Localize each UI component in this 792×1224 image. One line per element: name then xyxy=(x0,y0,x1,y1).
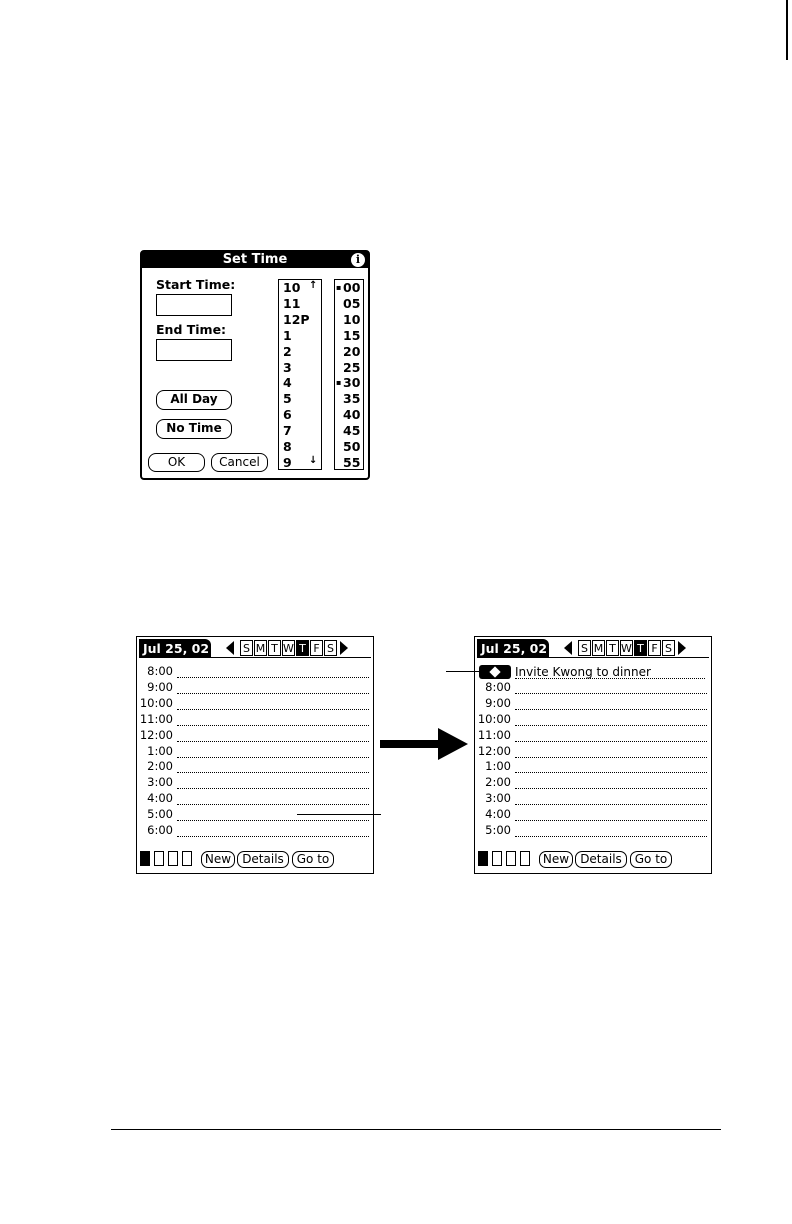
time-slot-line[interactable] xyxy=(177,757,369,758)
minute-option[interactable]: 55 xyxy=(343,454,361,470)
minute-option[interactable]: 30 xyxy=(343,375,361,391)
time-label[interactable]: 6:00 xyxy=(147,823,173,837)
time-label[interactable]: 11:00 xyxy=(477,727,511,742)
time-label[interactable]: 12:00 xyxy=(139,727,173,742)
time-slot-line[interactable] xyxy=(515,693,707,694)
callout-line-timeslot xyxy=(297,814,381,815)
hour-option[interactable]: 3 xyxy=(283,359,292,375)
time-slot-line[interactable] xyxy=(515,788,707,789)
set-time-dialog xyxy=(140,250,370,480)
time-slot-line[interactable] xyxy=(177,741,369,742)
new-button[interactable]: New xyxy=(201,851,235,868)
day-selector-3[interactable]: W xyxy=(621,642,632,655)
month-view-icon[interactable] xyxy=(168,851,178,866)
time-slot-line[interactable] xyxy=(177,709,369,710)
day-view-icon[interactable] xyxy=(478,851,488,866)
previous-week-arrow-icon[interactable] xyxy=(226,641,234,655)
day-selector-4[interactable]: T xyxy=(634,640,647,656)
new-button[interactable]: New xyxy=(539,851,573,868)
day-selector-6[interactable]: S xyxy=(662,640,675,656)
day-view-icon[interactable] xyxy=(140,851,150,866)
hour-option[interactable]: 5 xyxy=(283,391,292,407)
day-selector-1[interactable]: M xyxy=(593,642,604,655)
day-view-screen-after xyxy=(474,636,712,874)
time-slot-line[interactable] xyxy=(515,678,705,679)
event-text[interactable]: Invite Kwong to dinner xyxy=(515,665,651,679)
start-time-field[interactable] xyxy=(156,294,232,316)
time-slot-line[interactable] xyxy=(515,757,707,758)
ok-button[interactable]: OK xyxy=(148,453,205,472)
time-label[interactable]: 3:00 xyxy=(485,791,511,806)
view-selector xyxy=(140,851,200,867)
hour-option[interactable]: 1 xyxy=(283,327,292,343)
end-time-label: End Time: xyxy=(156,322,227,337)
minute-option[interactable]: 15 xyxy=(343,327,361,343)
time-label[interactable]: 2:00 xyxy=(485,775,511,790)
day-selector-2[interactable]: T xyxy=(606,640,619,656)
next-week-arrow-icon[interactable] xyxy=(678,641,686,655)
agenda-view-icon[interactable] xyxy=(520,851,530,866)
day-selector-6[interactable]: S xyxy=(324,640,337,656)
time-slot-line[interactable] xyxy=(515,772,707,773)
time-slot-line[interactable] xyxy=(177,772,369,773)
month-view-icon[interactable] xyxy=(506,851,516,866)
start-time-label: Start Time: xyxy=(156,277,236,292)
no-time-button[interactable]: No Time xyxy=(156,419,232,439)
time-label[interactable]: 10:00 xyxy=(139,695,173,710)
footer-rule xyxy=(111,1129,721,1130)
time-slot-line[interactable] xyxy=(515,820,707,821)
agenda-view-icon[interactable] xyxy=(182,851,192,866)
day-selector-5[interactable]: F xyxy=(310,640,323,656)
next-week-arrow-icon[interactable] xyxy=(340,641,348,655)
selected-minute-marker-icon: ▪ xyxy=(336,378,342,388)
time-label[interactable]: 9:00 xyxy=(147,679,173,694)
hour-list[interactable] xyxy=(278,279,322,470)
time-label[interactable]: 10:00 xyxy=(477,711,511,726)
time-label[interactable]: 8:00 xyxy=(485,679,511,694)
day-selector-5[interactable]: F xyxy=(648,640,661,656)
hour-option[interactable]: 7 xyxy=(283,423,292,439)
date-title[interactable]: Jul 25, 02 xyxy=(139,639,211,658)
info-icon[interactable]: i xyxy=(351,253,365,267)
time-label[interactable]: 9:00 xyxy=(485,695,511,710)
page-edge-line xyxy=(786,0,788,60)
time-slot-line[interactable] xyxy=(515,836,707,837)
time-slot-line[interactable] xyxy=(515,741,707,742)
time-slot-line[interactable] xyxy=(177,836,369,837)
header-divider xyxy=(139,657,371,658)
all-day-button[interactable]: All Day xyxy=(156,390,232,410)
day-selector-4[interactable]: T xyxy=(296,640,309,656)
day-selector-3[interactable]: W xyxy=(283,642,294,655)
hour-option[interactable]: 2 xyxy=(283,343,292,359)
time-label[interactable]: 2:00 xyxy=(147,759,173,774)
time-slot-line[interactable] xyxy=(177,725,369,726)
week-view-icon[interactable] xyxy=(154,851,164,866)
transition-arrow-icon xyxy=(438,728,468,760)
day-selector-2[interactable]: T xyxy=(268,640,281,656)
time-slot-line[interactable] xyxy=(177,693,369,694)
details-button[interactable]: Details xyxy=(575,851,627,868)
day-selector-0[interactable]: S xyxy=(240,640,253,656)
hour-option[interactable]: 8 xyxy=(283,439,292,454)
cancel-button[interactable]: Cancel xyxy=(211,453,268,472)
time-slot-line[interactable] xyxy=(515,709,707,710)
goto-button[interactable]: Go to xyxy=(292,851,334,868)
time-label[interactable]: 3:00 xyxy=(147,775,173,790)
dialog-title: Set Time xyxy=(142,252,368,268)
week-view-icon[interactable] xyxy=(492,851,502,866)
hour-option[interactable]: 9 xyxy=(283,454,292,470)
time-label[interactable]: 5:00 xyxy=(485,823,511,837)
previous-week-arrow-icon[interactable] xyxy=(564,641,572,655)
time-slot-line[interactable] xyxy=(177,820,369,821)
details-button[interactable]: Details xyxy=(237,851,289,868)
minute-option[interactable]: 40 xyxy=(343,407,361,423)
time-label[interactable]: 12:00 xyxy=(477,743,511,758)
time-label[interactable]: 11:00 xyxy=(139,711,173,726)
day-selector-1[interactable]: M xyxy=(255,642,266,655)
time-slot-line[interactable] xyxy=(515,725,707,726)
minute-option[interactable]: 45 xyxy=(343,423,361,439)
minute-option[interactable]: 50 xyxy=(343,439,361,454)
header-divider xyxy=(477,657,709,658)
time-slot-line[interactable] xyxy=(177,677,369,678)
time-slot-line[interactable] xyxy=(177,788,369,789)
callout-line-event xyxy=(446,671,480,672)
minute-list[interactable] xyxy=(334,279,364,470)
scroll-down-arrow-icon[interactable]: ↓ xyxy=(309,455,318,466)
minute-option[interactable]: 20 xyxy=(343,343,361,359)
date-title[interactable]: Jul 25, 02 xyxy=(477,639,549,658)
minute-option[interactable]: 25 xyxy=(343,359,361,375)
time-label[interactable]: 8:00 xyxy=(147,664,173,678)
minute-option[interactable]: 35 xyxy=(343,391,361,407)
time-label[interactable]: 1:00 xyxy=(147,743,173,758)
time-slot-line[interactable] xyxy=(177,804,369,805)
view-selector xyxy=(478,851,538,867)
day-selector-0[interactable]: S xyxy=(578,640,591,656)
transition-arrow-shaft xyxy=(380,740,440,748)
time-label[interactable]: 4:00 xyxy=(485,807,511,822)
minute-option[interactable]: 05 xyxy=(343,295,361,311)
time-label[interactable]: 4:00 xyxy=(147,791,173,806)
time-label[interactable]: 5:00 xyxy=(147,807,173,822)
day-view-screen-before xyxy=(136,636,374,874)
selected-minute-marker-icon: ▪ xyxy=(336,283,342,292)
hour-option[interactable]: 6 xyxy=(283,407,292,423)
hour-option[interactable]: 11 xyxy=(283,295,301,311)
minute-option[interactable]: 10 xyxy=(343,311,361,327)
scroll-up-arrow-icon[interactable]: ↑ xyxy=(309,280,318,291)
hour-option[interactable]: 10 xyxy=(283,280,301,295)
time-label[interactable]: 1:00 xyxy=(485,759,511,774)
hour-option[interactable]: 12P xyxy=(283,311,310,327)
time-slot-line[interactable] xyxy=(515,804,707,805)
minute-option[interactable]: 00 xyxy=(343,280,361,295)
goto-button[interactable]: Go to xyxy=(630,851,672,868)
diamond-icon xyxy=(489,666,500,677)
hour-option[interactable]: 4 xyxy=(283,375,292,391)
alarm-diamond-badge[interactable] xyxy=(479,665,511,679)
end-time-field[interactable] xyxy=(156,339,232,361)
